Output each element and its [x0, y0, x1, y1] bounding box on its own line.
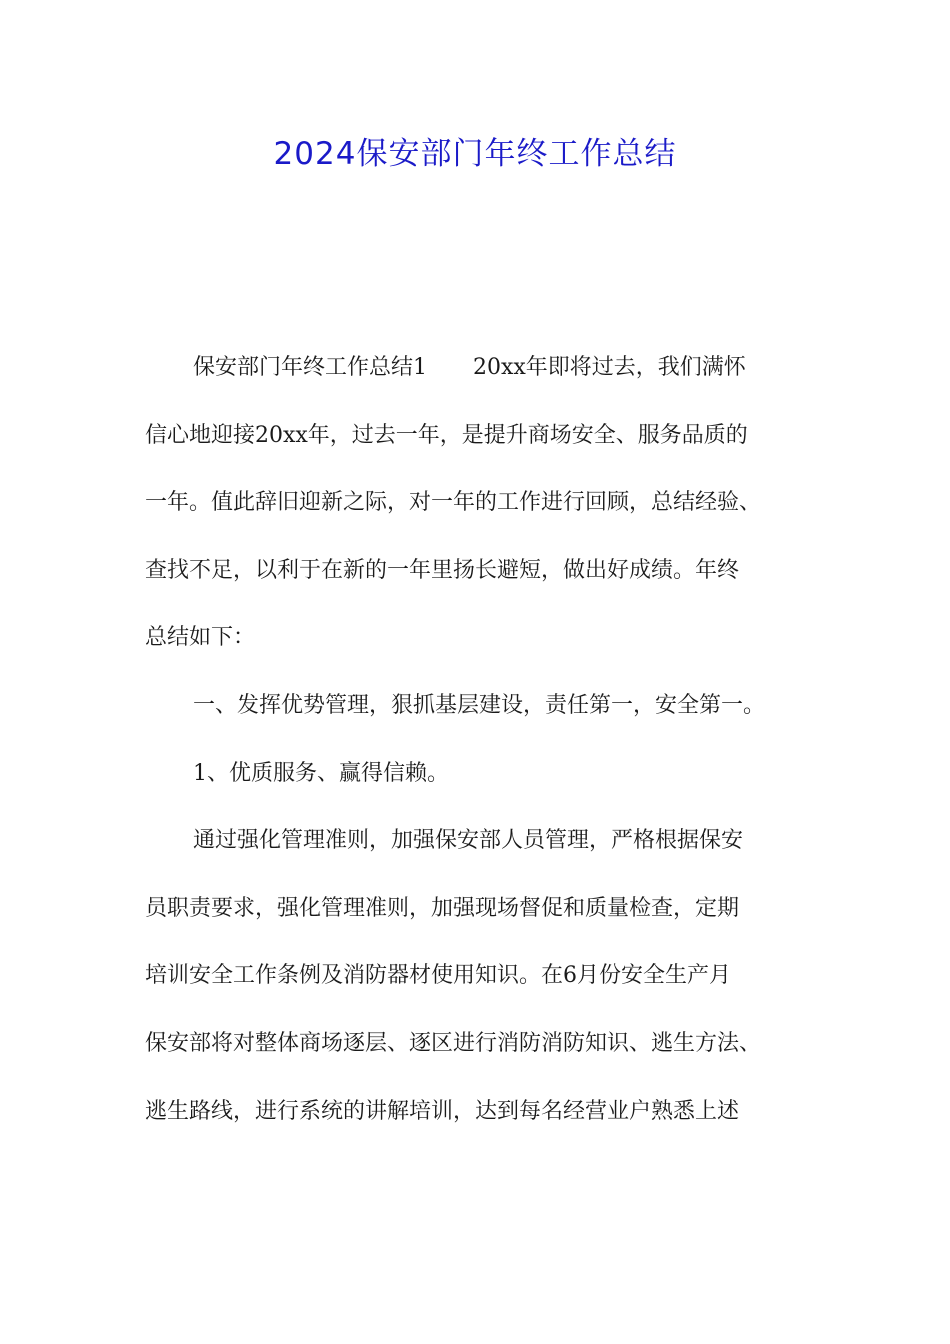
paragraph-line: 总结如下：	[145, 625, 256, 651]
paragraph-line: 培训安全工作条例及消防器材使用知识。在6月份安全生产月	[145, 963, 731, 989]
paragraph-line: 保安部将对整体商场逐层、逐区进行消防消防知识、逃生方法、	[145, 1030, 762, 1056]
paragraph-line: 信心地迎接20xx年，过去一年，是提升商场安全、服务品质的	[145, 422, 748, 448]
paragraph-line: 一年。值此辞旧迎新之际，对一年的工作进行回顾，总结经验、	[145, 490, 762, 516]
paragraph-line: 员职责要求，强化管理准则，加强现场督促和质量检查，定期	[145, 895, 740, 921]
document-body	[145, 334, 835, 1145]
subsection-heading-text: 1、优质服务、赢得信赖。	[193, 760, 449, 786]
paragraph-line: 通过强化管理准则，加强保安部人员管理，严格根据保安	[193, 828, 744, 854]
section-reference: 保安部门年终工作总结1	[193, 355, 427, 380]
paragraph-line-text: 20xx年即将过去，我们满怀	[473, 355, 746, 380]
section-heading-text: 一、发挥优势管理，狠抓基层建设，责任第一，安全第一。	[193, 692, 766, 718]
paragraph-intro	[145, 334, 835, 672]
paragraph-line	[145, 334, 835, 402]
paragraph-training	[145, 807, 835, 1145]
document-title: 2024保安部门年终工作总结	[273, 136, 677, 172]
section-heading	[145, 672, 835, 740]
subsection-heading	[145, 740, 835, 808]
paragraph-line: 查找不足，以利于在新的一年里扬长避短，做出好成绩。年终	[145, 557, 740, 583]
paragraph-line: 逃生路线，进行系统的讲解培训，达到每名经营业户熟悉上述	[145, 1098, 740, 1124]
